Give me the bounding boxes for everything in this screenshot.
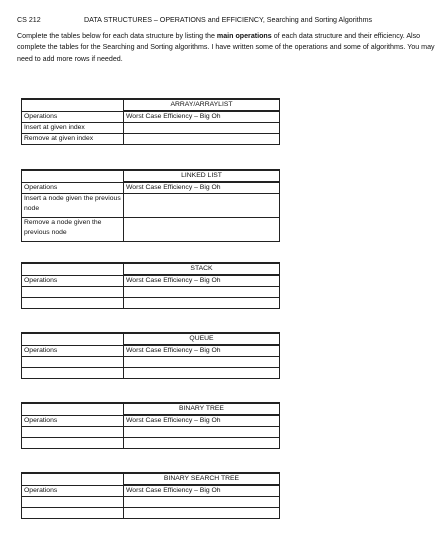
table-stack-spacer [22, 263, 124, 275]
efficiency-cell[interactable] [124, 427, 280, 438]
efficiency-cell[interactable] [124, 134, 280, 145]
efficiency-header: Worst Case Efficiency – Big Oh [124, 111, 280, 123]
operations-header: Operations [22, 111, 124, 123]
table-binary-search-tree-title: BINARY SEARCH TREE [124, 473, 280, 485]
operation-cell[interactable] [22, 298, 124, 309]
operation-cell[interactable] [22, 287, 124, 298]
table-linked-list-title: LINKED LIST [124, 170, 280, 182]
efficiency-cell[interactable] [124, 497, 280, 508]
table-array-title: ARRAY/ARRAYLIST [124, 99, 280, 111]
course-code: CS 212 [17, 16, 41, 24]
operation-cell[interactable] [22, 368, 124, 379]
instructions-text-2: of each data structure and their efficiency. Also complete the tables for the Searching and Sorting algorithms. I have written some of the operations and some of algorithms. You may need to add more rows if needed. [17, 32, 435, 63]
table-binary-tree-spacer [22, 403, 124, 415]
efficiency-cell[interactable] [124, 368, 280, 379]
efficiency-header: Worst Case Efficiency – Big Oh [124, 485, 280, 497]
table-binary-search-tree [21, 472, 280, 519]
document-title: DATA STRUCTURES – OPERATIONS and EFFICIENCY, Searching and Sorting Algorithms [84, 16, 373, 24]
instructions-text-1: Complete the tables below for each data structure by listing the [17, 32, 217, 40]
instructions-emphasis: main operations [216, 32, 272, 40]
operations-header: Operations [22, 415, 124, 427]
table-queue-spacer [22, 333, 124, 345]
operation-cell[interactable] [22, 427, 124, 438]
table-binary-search-tree-spacer [22, 473, 124, 485]
operations-header: Operations [22, 485, 124, 497]
efficiency-cell[interactable] [124, 508, 280, 519]
operation-cell[interactable] [22, 508, 124, 519]
efficiency-cell[interactable] [124, 287, 280, 298]
table-queue [21, 332, 280, 379]
efficiency-header: Worst Case Efficiency – Big Oh [124, 275, 280, 287]
efficiency-cell[interactable] [124, 438, 280, 449]
efficiency-header: Worst Case Efficiency – Big Oh [124, 182, 280, 194]
operation-cell: Insert at given index [22, 123, 124, 134]
table-linked-list [21, 169, 280, 242]
efficiency-cell[interactable] [124, 194, 280, 218]
instructions-paragraph [17, 31, 435, 65]
operations-header: Operations [22, 182, 124, 194]
table-array-spacer [22, 99, 124, 111]
efficiency-cell[interactable] [124, 123, 280, 134]
operations-header: Operations [22, 275, 124, 287]
efficiency-header: Worst Case Efficiency – Big Oh [124, 415, 280, 427]
operation-cell[interactable] [22, 357, 124, 368]
operation-cell: Remove at given index [22, 134, 124, 145]
efficiency-cell[interactable] [124, 298, 280, 309]
table-queue-title: QUEUE [124, 333, 280, 345]
table-binary-tree [21, 402, 280, 449]
efficiency-header: Worst Case Efficiency – Big Oh [124, 345, 280, 357]
operation-cell[interactable] [22, 438, 124, 449]
table-binary-tree-title: BINARY TREE [124, 403, 280, 415]
operation-cell: Remove a node given the previous node [22, 218, 124, 242]
table-linked-list-spacer [22, 170, 124, 182]
operation-cell: Insert a node given the previous node [22, 194, 124, 218]
table-stack [21, 262, 280, 309]
operations-header: Operations [22, 345, 124, 357]
table-array [21, 98, 280, 145]
operation-cell[interactable] [22, 497, 124, 508]
efficiency-cell[interactable] [124, 357, 280, 368]
efficiency-cell[interactable] [124, 218, 280, 242]
table-stack-title: STACK [124, 263, 280, 275]
document-header [17, 14, 437, 26]
